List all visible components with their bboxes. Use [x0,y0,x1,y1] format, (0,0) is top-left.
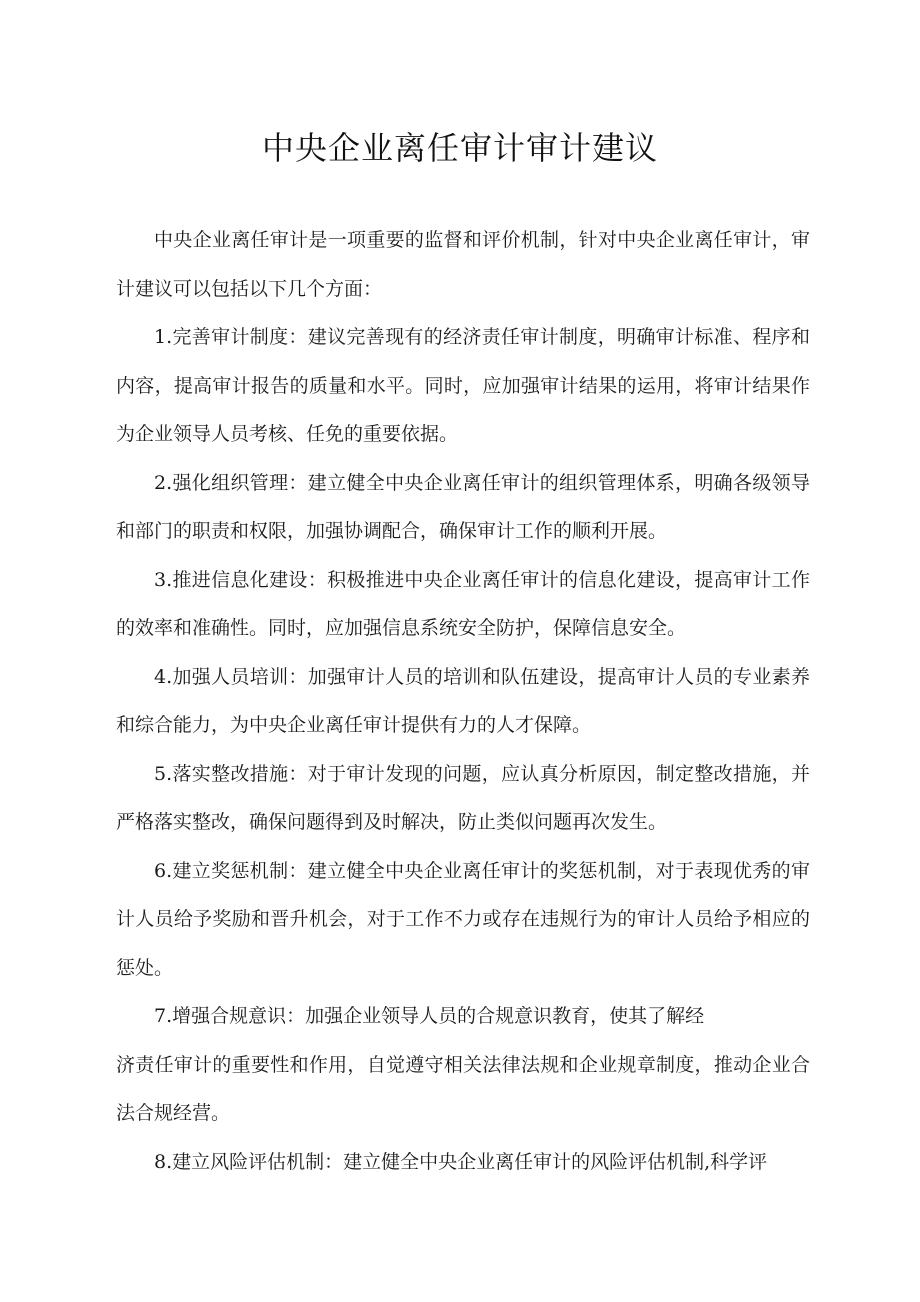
document-body [116,216,810,1186]
paragraph-8: 8.建立风险评估机制：建立健全中央企业离任审计的风险评估机制,科学评 [154,1150,768,1173]
paragraph-2: 2.强化组织管理：建立健全中央企业离任审计的组织管理体系，明确各级领导和部门的职责和权限，加强协调配合，确保审计工作的顺利开展。 [116,471,810,542]
paragraph-intro: 中央企业离任审计是一项重要的监督和评价机制，针对中央企业离任审计，审计建议可以包括以下几个方面： [116,229,810,300]
paragraph-5: 5.落实整改措施：对于审计发现的问题，应认真分析原因，制定整改措施，并严格落实整改，确保问题得到及时解决，防止类似问题再次发生。 [116,762,810,833]
document-title: 中央企业离任审计审计建议 [261,129,658,167]
paragraph-4: 4.加强人员培训：加强审计人员的培训和队伍建设，提高审计人员的专业素养和综合能力，为中央企业离任审计提供有力的人才保障。 [116,665,810,736]
paragraph-1: 1.完善审计制度：建议完善现有的经济责任审计制度，明确审计标准、程序和内容，提高审计报告的质量和水平。同时，应加强审计结果的运用，将审计结果作为企业领导人员考核、任免的重要依据。 [116,326,810,445]
paragraph-3: 3.推进信息化建设：积极推进中央企业离任审计的信息化建设，提高审计工作的效率和准确性。同时，应加强信息系统安全防护，保障信息安全。 [116,568,810,639]
paragraph-7-continuation: 济责任审计的重要性和作用，自觉遵守相关法律法规和企业规章制度，推动企业合法合规经营。 [116,1053,810,1124]
paragraph-7-first-line: 7.增强合规意识：加强企业领导人员的合规意识教育，使其了解经 [154,1005,705,1027]
paragraph-6: 6.建立奖惩机制：建立健全中央企业离任审计的奖惩机制，对于表现优秀的审计人员给予奖励和晋升机会，对于工作不力或存在违规行为的审计人员给予相应的惩处。 [116,859,810,979]
